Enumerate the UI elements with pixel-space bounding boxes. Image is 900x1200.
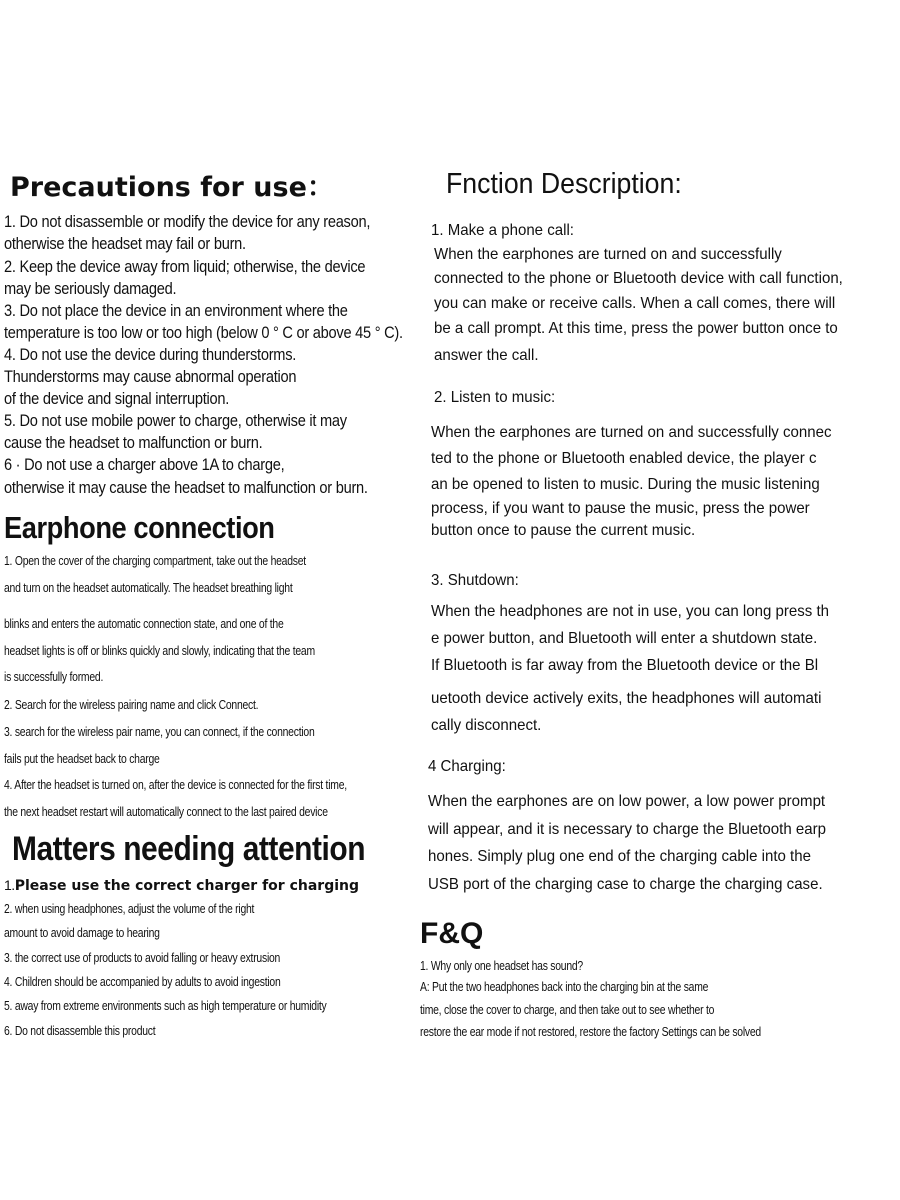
matters-first-prefix: 1. [4, 877, 15, 893]
matters-line: 6. Do not disassemble this product [4, 1023, 156, 1038]
connection-line: is successfully formed. [4, 669, 104, 684]
function-heading: 4 Charging: [428, 758, 506, 775]
function-heading: 2. Listen to music: [434, 389, 556, 406]
precautions-line: cause the headset to malfunction or burn. [4, 433, 263, 452]
connection-line: and turn on the headset automatically. The headset breathing light [4, 580, 293, 595]
precautions-line: of the device and signal interruption. [4, 389, 230, 408]
connection-line: fails put the headset back to charge [4, 751, 160, 766]
function-heading: 1. Make a phone call: [431, 222, 574, 239]
function-line: ted to the phone or Bluetooth enabled device, the player c [431, 450, 817, 467]
function-line: e power button, and Bluetooth will enter a shutdown state. [431, 630, 818, 647]
matters-line: 4. Children should be accompanied by adults to avoid ingestion [4, 974, 281, 989]
faq-question: 1. Why only one headset has sound? [420, 958, 583, 973]
faq-answer-line: restore the ear mode if not restored, restore the factory Settings can be solved [420, 1024, 761, 1039]
connection-line: 2. Search for the wireless pairing name and click Connect. [4, 697, 259, 712]
function-line: cally disconnect. [431, 717, 542, 734]
function-title: Fnction Description: [446, 168, 682, 200]
matters-line: 5. away from extreme environments such as high temperature or humidity [4, 998, 327, 1013]
function-line: an be opened to listen to music. During the music listening [431, 476, 820, 493]
precautions-line: 1. Do not disassemble or modify the device for any reason, [4, 212, 371, 231]
faq-title: F&Q [420, 917, 484, 950]
function-line: When the earphones are on low power, a low power prompt [428, 793, 826, 810]
matters-line: amount to avoid damage to hearing [4, 925, 160, 940]
function-line: will appear, and it is necessary to charge the Bluetooth earp [428, 821, 826, 838]
faq-answer-line: time, close the cover to charge, and then take out to see whether to [420, 1002, 715, 1017]
function-line: When the headphones are not in use, you can long press th [431, 603, 830, 620]
precautions-line: temperature is too low or too high (below 0 ° C or above 45 ° C). [4, 323, 403, 342]
matters-title: Matters needing attention [12, 830, 366, 868]
function-line: When the earphones are turned on and successfully [434, 246, 782, 263]
precautions-line: otherwise it may cause the headset to malfunction or burn. [4, 478, 368, 497]
precautions-line: Thunderstorms may cause abnormal operation [4, 367, 297, 386]
connection-line: blinks and enters the automatic connection state, and one of the [4, 616, 284, 631]
connection-line: 4. After the headset is turned on, after the device is connected for the first time, [4, 777, 347, 792]
function-line: connected to the phone or Bluetooth device with call function, [434, 270, 843, 287]
connection-line: 1. Open the cover of the charging compartment, take out the headset [4, 553, 306, 568]
function-line: When the earphones are turned on and successfully connec [431, 424, 832, 441]
function-line: If Bluetooth is far away from the Bluetooth device or the Bl [431, 657, 819, 674]
precautions-title: Precautions for use： [10, 172, 334, 203]
function-line: answer the call. [434, 347, 539, 364]
matters-first-line [4, 877, 359, 895]
function-line: process, if you want to pause the music, press the power [431, 500, 810, 517]
function-line: be a call prompt. At this time, press the power button once to [434, 320, 838, 337]
precautions-line: otherwise the headset may fail or burn. [4, 234, 246, 253]
function-line: USB port of the charging case to charge the charging case. [428, 876, 823, 893]
function-line: uetooth device actively exits, the headphones will automati [431, 690, 822, 707]
matters-line: 3. the correct use of products to avoid falling or heavy extrusion [4, 950, 281, 965]
connection-line: 3. search for the wireless pair name, you can connect, if the connection [4, 724, 315, 739]
precautions-line: 2. Keep the device away from liquid; otherwise, the device [4, 257, 366, 276]
earphone-connection-title: Earphone connection [4, 510, 275, 545]
function-heading: 3. Shutdown: [431, 572, 519, 589]
matters-line: 2. when using headphones, adjust the volume of the right [4, 901, 255, 916]
faq-answer-line: A: Put the two headphones back into the charging bin at the same [420, 979, 709, 994]
function-line: button once to pause the current music. [431, 522, 696, 539]
precautions-line: 3. Do not place the device in an environment where the [4, 301, 348, 320]
precautions-line: 4. Do not use the device during thunderstorms. [4, 345, 297, 364]
matters-first-text: Please use the correct charger for charging [14, 878, 359, 894]
precautions-line: 6 · Do not use a charger above 1A to charge, [4, 455, 285, 474]
connection-line: the next headset restart will automatically connect to the last paired device [4, 804, 328, 819]
function-line: you can make or receive calls. When a call comes, there will [434, 295, 836, 312]
precautions-line: 5. Do not use mobile power to charge, otherwise it may [4, 411, 347, 430]
function-line: hones. Simply plug one end of the charging cable into the [428, 848, 811, 865]
connection-line: headset lights is off or blinks quickly and slowly, indicating that the team [4, 643, 315, 658]
precautions-line: may be seriously damaged. [4, 279, 177, 298]
